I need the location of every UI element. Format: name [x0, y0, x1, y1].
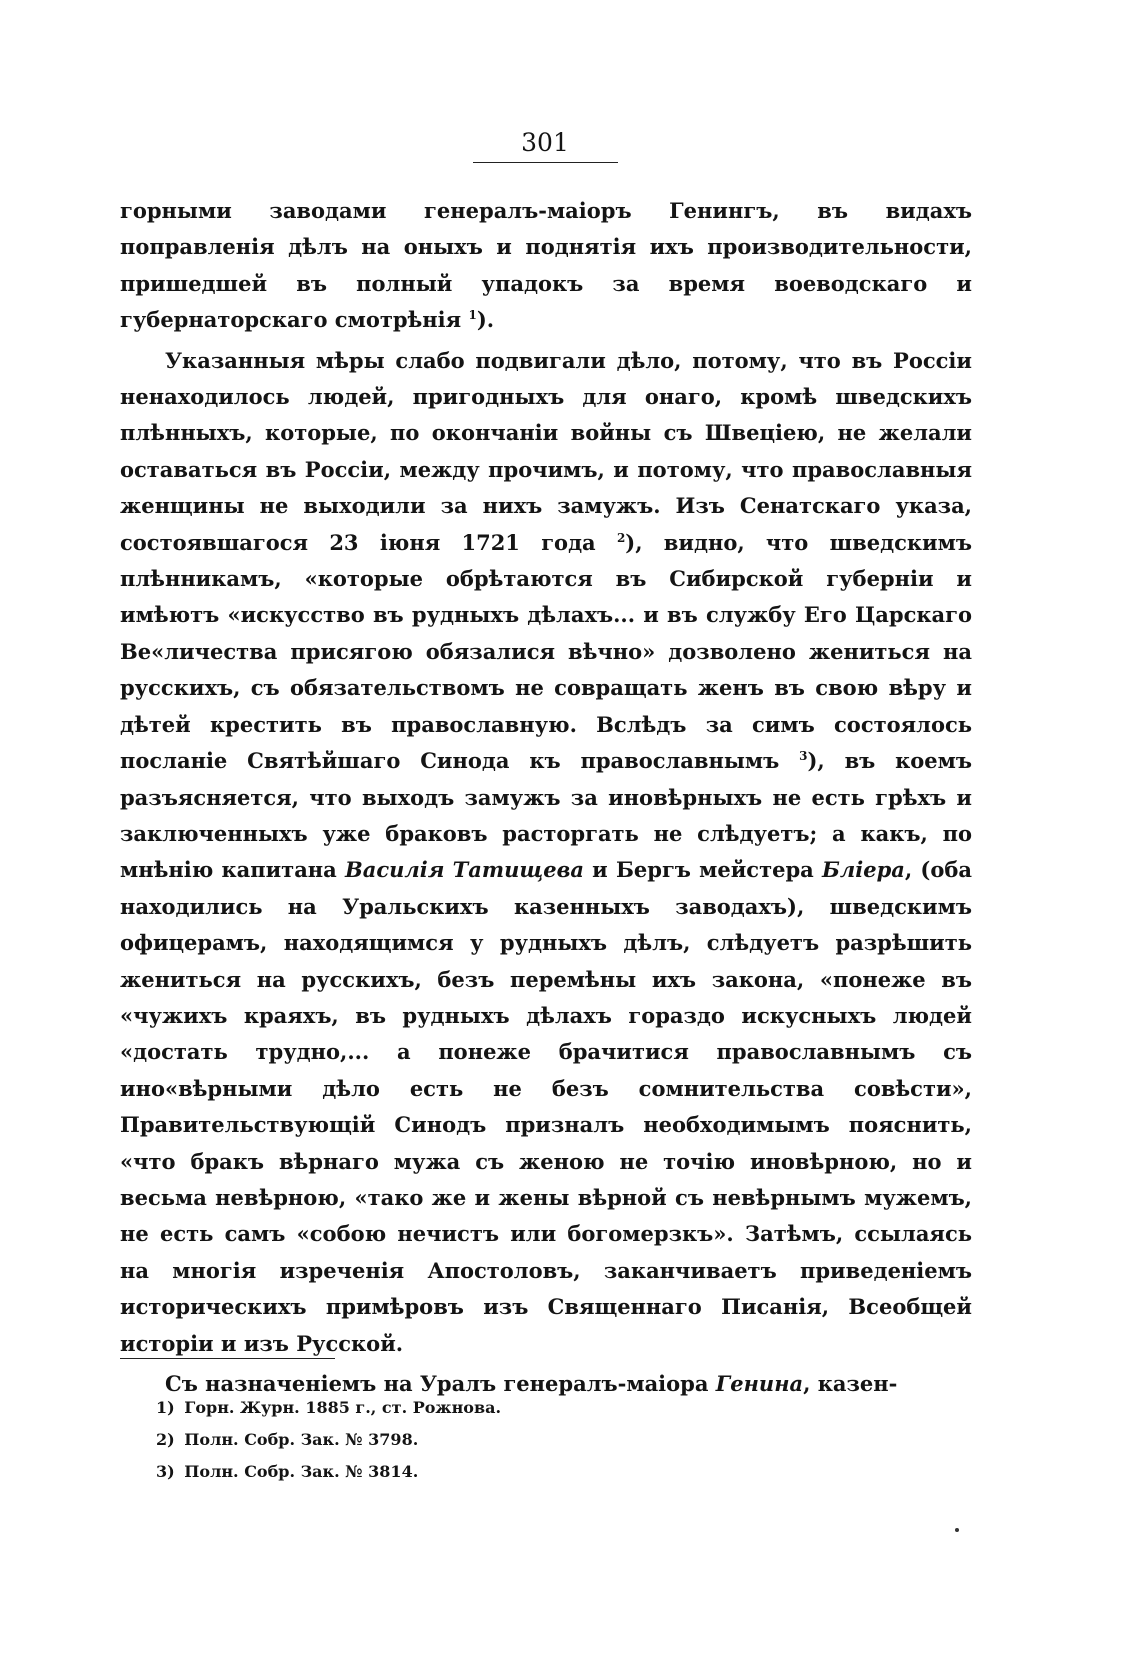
text-segment: ), видно, что шведскимъ плѣнникамъ, «которые обрѣтаются въ Сибирской губерніи и имѣютъ «искусство въ рудныхъ дѣлахъ... и въ службу Его Царскаго Ве«личества присягою обязалися вѣчно» дозволено жениться на русскихъ, съ обязательствомъ не совращать женъ въ свою вѣру и дѣтей крестить въ православную. Вслѣдъ за симъ состоялось посланіе Святѣйшаго Синода къ православнымъ	[120, 529, 972, 774]
text-segment: Съ назначеніемъ на Уралъ генералъ-маіора	[165, 1371, 716, 1396]
footnote-reference: 1	[468, 308, 477, 323]
text-segment: и Бергъ мейстера	[583, 857, 822, 883]
scan-speck	[955, 1528, 959, 1532]
footnote-marker: 3)	[156, 1462, 175, 1481]
italic-name: Генина	[715, 1371, 804, 1396]
text-segment: , казен-	[803, 1371, 898, 1396]
footnote-reference: 2	[616, 530, 626, 545]
paragraph	[120, 343, 972, 1362]
body-text	[120, 193, 972, 1402]
text-segment: Указанныя мѣры слабо подвигали дѣло, потому, что въ Россіи ненаходилось людей, пригодныхъ для онаго, кромѣ шведскихъ плѣнныхъ, которые, по окончаніи войны съ Швеціею, не желали оставаться въ Россіи, между прочимъ, и потому, что православныя женщины не выходили за нихъ замужъ. Изъ Сенатскаго указа, состоявшагося 23 іюня 1721 года	[120, 347, 972, 555]
footnote-text: Полн. Собр. Зак. № 3798.	[184, 1430, 419, 1449]
italic-name: Блiера	[821, 857, 905, 883]
footnote-marker: 1)	[156, 1398, 175, 1417]
text-segment: горными заводами генералъ-маіоръ Генингъ, въ видахъ поправленія дѣлъ на оныхъ и поднятія ихъ производительности, пришедшей въ полный упадокъ за время воеводскаго и губернаторскаго смотрѣнія	[120, 198, 972, 333]
footnotes	[156, 1392, 856, 1488]
footnote-rule	[120, 1358, 335, 1359]
text-segment: , (оба находились на Уральскихъ казенныхъ заводахъ), шведскимъ офицерамъ, находящимся у рудныхъ дѣлъ, слѣдуетъ разрѣшить жениться на русскихъ, безъ перемѣны ихъ закона, «понеже въ «чужихъ краяхъ, въ рудныхъ дѣлахъ гораздо искусныхъ людей «достать трудно,... а понеже брачитися православнымъ съ ино«вѣрными дѣло есть не безъ сомнительства совѣсти», Правительствующій Синодъ призналъ необходимымъ пояснить, «что бракъ вѣрнаго мужа съ женою не точію иновѣрною, но и весьма невѣрною, «тако же и жены вѣрной съ невѣрнымъ мужемъ, не есть самъ «собою нечистъ или богомерзкъ». Затѣмъ, ссылаясь на многія изреченія Апостоловъ, заканчиваетъ приведеніемъ историческихъ примѣровъ изъ Священнаго Писанія, Всеобщей исторіи и изъ Русской.	[120, 857, 972, 1356]
footnote-reference: 3	[799, 749, 808, 764]
page-number: 301	[521, 128, 569, 157]
footnote	[156, 1392, 856, 1424]
footnote-text: Горн. Журн. 1885 г., ст. Рожнова.	[184, 1398, 502, 1417]
footnote	[156, 1456, 856, 1488]
text-segment: ), въ коемъ разъясняется, что выходъ замужъ за иновѣрныхъ не есть грѣхъ и заключенныхъ уже браковъ расторгать не слѣдуетъ; а какъ, по мнѣнію капитана	[120, 748, 973, 883]
footnote-marker: 2)	[156, 1430, 175, 1449]
italic-name: Василія Татищева	[344, 857, 584, 883]
paragraph	[120, 193, 972, 339]
text-segment: ).	[476, 307, 495, 333]
footnote-text: Полн. Собр. Зак. № 3814.	[184, 1462, 419, 1481]
footnote	[156, 1424, 856, 1456]
header-rule	[473, 162, 618, 163]
